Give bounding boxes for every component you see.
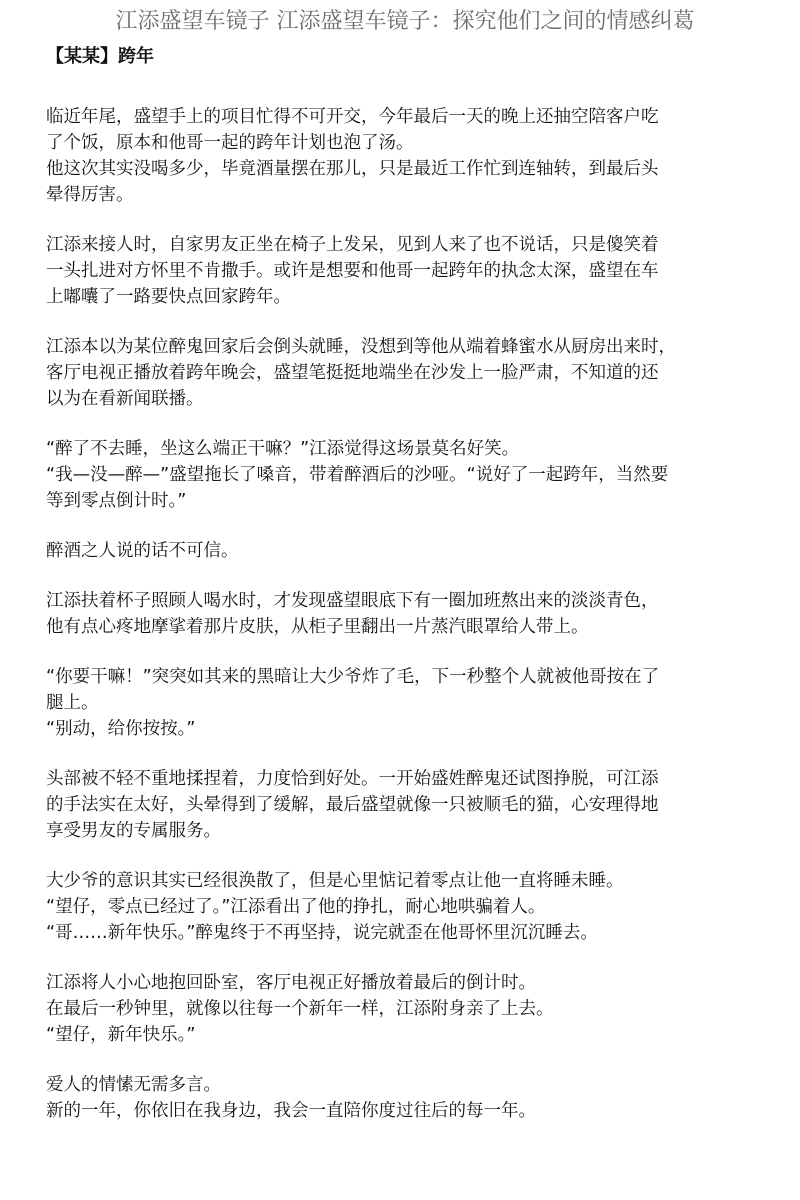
text-line: 以为在看新闻联播。 bbox=[46, 389, 204, 409]
section-title: 【某某】跨年 bbox=[46, 46, 154, 67]
text-line: 一头扎进对方怀里不肯撒手。或许是想要和他哥一起跨年的执念太深，盛望在车 bbox=[46, 261, 659, 281]
paragraph bbox=[46, 232, 764, 310]
text-line: 临近年尾，盛望手上的项目忙得不可开交，今年最后一天的晚上还抽空陪客户吃 bbox=[46, 107, 659, 127]
text-line: 在最后一秒钟里，就像以往每一个新年一样，江添附身亲了上去。 bbox=[46, 999, 554, 1019]
paragraph bbox=[46, 538, 764, 564]
paragraph bbox=[46, 970, 764, 1048]
text-line: 江添将人小心地抱回卧室，客厅电视正好播放着最后的倒计时。 bbox=[46, 973, 536, 993]
text-line: 他有点心疼地摩挲着那片皮肤，从柜子里翻出一片蒸汽眼罩给人带上。 bbox=[46, 617, 589, 637]
text-line: 上嘟囔了一路要快点回家跨年。 bbox=[46, 287, 291, 307]
article-body bbox=[46, 104, 764, 1124]
text-line: 他这次其实没喝多少，毕竟酒量摆在那儿，只是最近工作忙到连轴转，到最后头 bbox=[46, 159, 659, 179]
text-line: “醉了不去睡，坐这么端正干嘛？”江添觉得这场景莫名好笑。 bbox=[46, 439, 520, 459]
text-line: 新的一年，你依旧在我身边，我会一直陪你度过往后的每一年。 bbox=[46, 1101, 536, 1121]
paragraph bbox=[46, 868, 764, 946]
text-line: 了个饭，原本和他哥一起的跨年计划也泡了汤。 bbox=[46, 133, 414, 153]
paragraph bbox=[46, 766, 764, 844]
paragraph bbox=[46, 436, 764, 514]
paragraph bbox=[46, 334, 764, 412]
text-line: “我—没—醉—”盛望拖长了嗓音，带着醉酒后的沙哑。“说好了一起跨年，当然要 bbox=[46, 465, 669, 485]
text-line: 腿上。 bbox=[46, 693, 99, 713]
text-line: 客厅电视正播放着跨年晚会，盛望笔挺挺地端坐在沙发上一脸严肃，不知道的还 bbox=[46, 363, 659, 383]
text-line: “望仔，新年快乐。” bbox=[46, 1025, 196, 1045]
text-line: 醉酒之人说的话不可信。 bbox=[46, 541, 239, 561]
text-line: 等到零点倒计时。” bbox=[46, 491, 187, 511]
text-line: 享受男友的专属服务。 bbox=[46, 821, 221, 841]
text-line: “哥……新年快乐。”醉鬼终于不再坚持，说完就歪在他哥怀里沉沉睡去。 bbox=[46, 923, 598, 943]
text-line: 江添本以为某位醉鬼回家后会倒头就睡，没想到等他从端着蜂蜜水从厨房出来时， bbox=[46, 337, 676, 357]
text-line: “望仔，零点已经过了。”江添看出了他的挣扎，耐心地哄骗着人。 bbox=[46, 897, 546, 917]
text-line: 大少爷的意识其实已经很涣散了，但是心里惦记着零点让他一直将睡未睡。 bbox=[46, 871, 624, 891]
paragraph bbox=[46, 664, 764, 742]
text-line: “你要干嘛！”突突如其来的黑暗让大少爷炸了毛，下一秒整个人就被他哥按在了 bbox=[46, 667, 660, 687]
text-line: 江添来接人时，自家男友正坐在椅子上发呆，见到人来了也不说话，只是傻笑着 bbox=[46, 235, 659, 255]
text-line: 爱人的情愫无需多言。 bbox=[46, 1075, 221, 1095]
text-line: 晕得厉害。 bbox=[46, 185, 134, 205]
document-title: 江添盛望车镜子 江添盛望车镜子：探究他们之间的情感纠葛 bbox=[115, 9, 695, 34]
paragraph bbox=[46, 588, 764, 640]
text-line: 江添扶着杯子照顾人喝水时，才发现盛望眼底下有一圈加班熬出来的淡淡青色， bbox=[46, 591, 659, 611]
text-line: 头部被不轻不重地揉捏着，力度恰到好处。一开始盛姓醉鬼还试图挣脱，可江添 bbox=[46, 769, 659, 789]
paragraph bbox=[46, 104, 764, 208]
text-line: “别动，给你按按。” bbox=[46, 719, 196, 739]
text-line: 的手法实在太好，头晕得到了缓解，最后盛望就像一只被顺毛的猫，心安理得地 bbox=[46, 795, 659, 815]
paragraph bbox=[46, 1072, 764, 1124]
